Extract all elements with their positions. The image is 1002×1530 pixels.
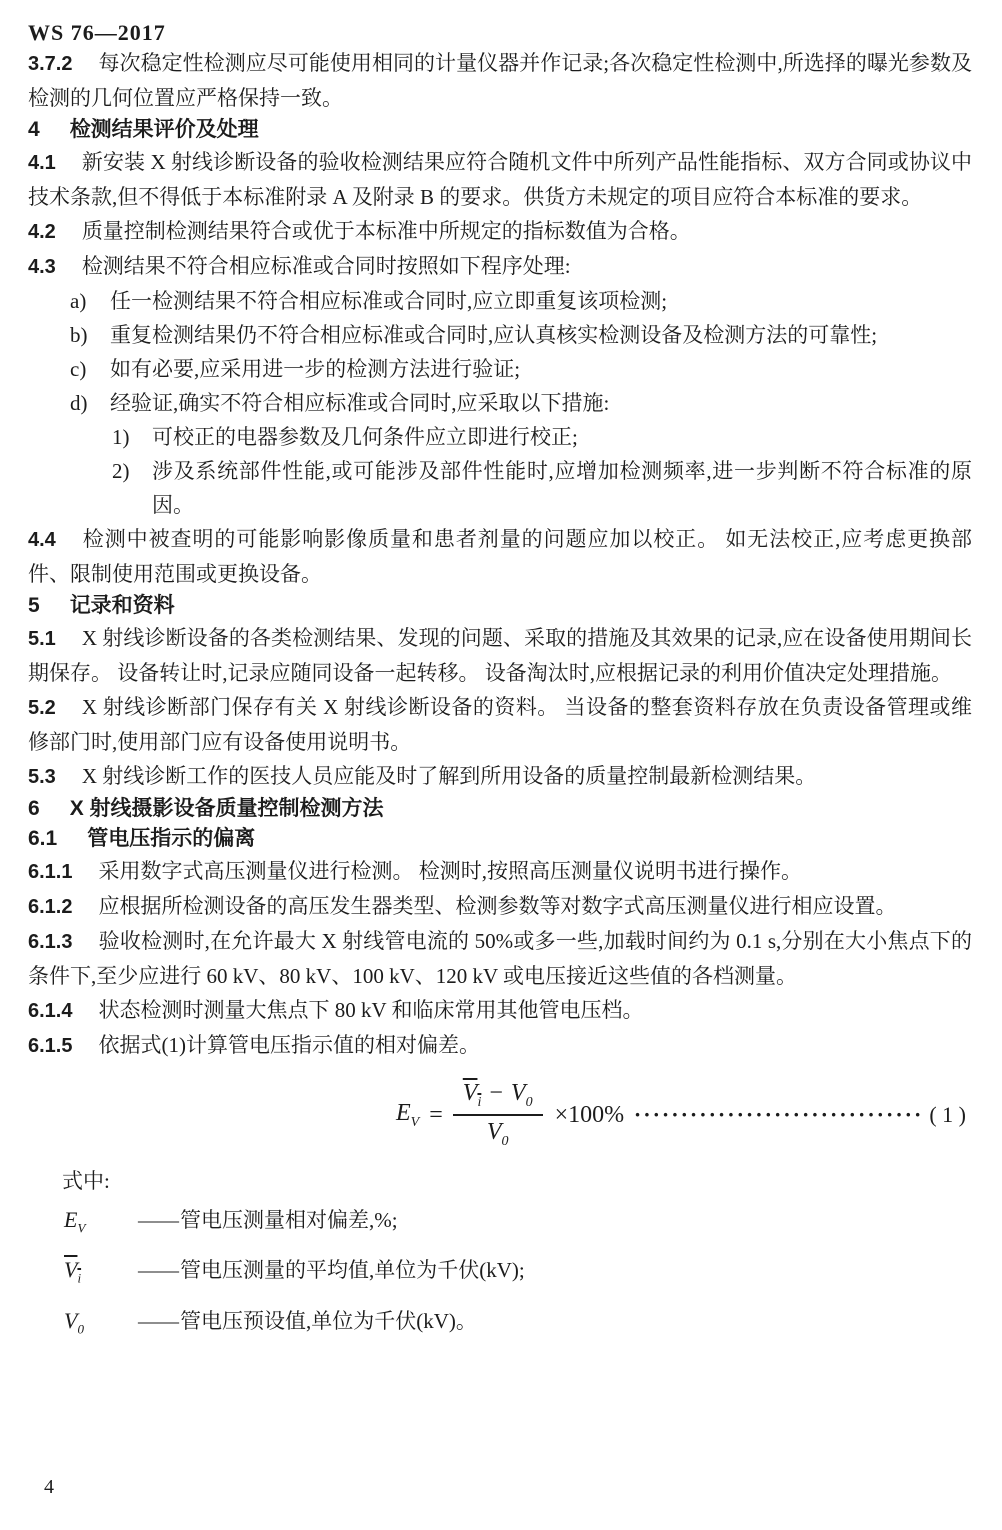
- standard-number: WS 76—2017: [28, 20, 166, 45]
- sublist-item-1: [28, 420, 972, 454]
- clause-4-1: [28, 145, 972, 214]
- clause-6-1-3: [28, 924, 972, 993]
- section-6-heading: [28, 794, 972, 824]
- clause-4-3: [28, 249, 972, 284]
- clause-number: 5.2: [28, 697, 56, 719]
- clause-number: 5.3: [28, 766, 56, 788]
- formula-1: [28, 1077, 966, 1153]
- clause-number: 4.4: [28, 529, 56, 551]
- clause-number: 4.3: [28, 256, 56, 278]
- formula-lhs: [396, 1100, 419, 1131]
- list-item-text: 重复检测结果仍不符合相应标准或合同时,应认真核实检测设备及检测方法的可靠性;: [110, 323, 878, 347]
- definition-ev: [64, 1199, 972, 1249]
- list-marker: b): [70, 323, 88, 347]
- list-item-text: 经验证,确实不符合相应标准或合同时,应采取以下措施:: [110, 391, 610, 415]
- clause-text: X 射线诊断工作的医技人员应能及时了解到所用设备的质量控制最新检测结果。: [81, 764, 817, 788]
- section-6-1-heading: [28, 824, 972, 854]
- clause-3-7-2: [28, 46, 972, 115]
- equation-number: ( 1 ): [929, 1102, 966, 1127]
- list-item-b: [28, 318, 972, 352]
- dotted-leader: ·······························: [633, 1102, 924, 1127]
- list-item-c: [28, 352, 972, 386]
- section-4-heading: [28, 115, 972, 145]
- clause-5-1: [28, 621, 972, 690]
- clause-number: 5.1: [28, 628, 56, 650]
- clause-6-1-1: [28, 854, 972, 889]
- section-5-heading: [28, 591, 972, 621]
- list-marker: a): [70, 289, 87, 313]
- formula-expression: [396, 1080, 624, 1150]
- fraction-denominator: [453, 1116, 543, 1150]
- symbol-V: V: [486, 1119, 502, 1145]
- definition-text: 管电压测量的平均值,单位为千伏(kV);: [180, 1258, 525, 1283]
- clause-text: 每次稳定性检测应尽可能使用相同的计量仪器并作记录;各次稳定性检测中,所选择的曝光参数及检测的几何位置应严格保持一致。: [28, 51, 972, 110]
- clause-text: 检测中被查明的可能影响影像质量和患者剂量的问题应加以校正。 如无法校正,应考虑更换部件、限制使用范围或更换设备。: [28, 527, 972, 586]
- symbol-subscript: V: [77, 1220, 86, 1236]
- definition-dash: ——: [138, 1308, 178, 1333]
- clause-text: X 射线诊断部门保存有关 X 射线诊断设备的资料。 当设备的整套资料存放在负责设备管理或维修部门时,使用部门应有设备使用说明书。: [28, 695, 972, 754]
- clause-number: 6.1.5: [28, 1035, 73, 1057]
- symbol-subscript: i: [77, 1270, 82, 1286]
- symbol-letter: V: [64, 1257, 78, 1283]
- definition-dash: ——: [138, 1208, 178, 1232]
- list-marker: 2): [112, 459, 130, 483]
- clause-5-2: [28, 690, 972, 759]
- clause-text: 验收检测时,在允许最大 X 射线管电流的 50%或多一些,加载时间约为 0.1 s,分别在大小焦点下的条件下,至少应进行 60 kV、80 kV、100 kV、120 kV 或电压接近这些值的各档测量。: [28, 929, 972, 988]
- symbol-subscript: 0: [77, 1321, 84, 1337]
- definition-text: 管电压预设值,单位为千伏(kV)。: [180, 1308, 477, 1333]
- clause-text: X 射线诊断设备的各类检测结果、发现的问题、采取的措施及其效果的记录,应在设备使用期间长期保存。 设备转让时,记录应随同设备一起转移。 设备淘汰时,应根据记录的利用价值决定处理措施。: [28, 626, 972, 685]
- clause-text: 新安装 X 射线诊断设备的验收检测结果应符合随机文件中所列产品性能指标、双方合同或协议中技术条款,但不得低于本标准附录 A 及附录 B 的要求。供货方未规定的项目应符合本标准的要求。: [28, 150, 972, 209]
- clause-text: 依据式(1)计算管电压指示值的相对偏差。: [98, 1033, 480, 1057]
- definition-dash: ——: [138, 1258, 178, 1283]
- clause-number: 4.1: [28, 152, 56, 174]
- where-label: 式中:: [62, 1169, 110, 1193]
- definition-v0: [64, 1300, 972, 1350]
- clause-number: 6.1.4: [28, 1000, 73, 1022]
- clause-text: 质量控制检测结果符合或优于本标准中所规定的指标数值为合格。: [81, 219, 691, 243]
- v-bar-mean: [462, 1080, 482, 1110]
- list-item-a: [28, 284, 972, 318]
- symbol-V-subscript: 0: [501, 1133, 509, 1149]
- list-marker: 1): [112, 425, 130, 449]
- clause-number: 6.1.2: [28, 896, 73, 918]
- equals-sign: =: [429, 1101, 443, 1128]
- clause-6-1-2: [28, 889, 972, 924]
- definition-vi-mean: [64, 1249, 972, 1299]
- symbol-V-subscript: i: [477, 1095, 482, 1110]
- symbol-letter: E: [64, 1207, 78, 1232]
- list-item-text: 如有必要,应采用进一步的检测方法进行验证;: [110, 357, 521, 381]
- symbol-V-subscript: 0: [525, 1095, 533, 1110]
- clause-number: 4.2: [28, 221, 56, 243]
- clause-text: 状态检测时测量大焦点下 80 kV 和临床常用其他管电压档。: [98, 998, 644, 1022]
- symbol-V: V: [462, 1080, 478, 1107]
- fraction-numerator: [453, 1080, 543, 1116]
- clause-number: 6.1.1: [28, 861, 73, 883]
- list-item-text: 可校正的电器参数及几何条件应立即进行校正;: [152, 425, 578, 449]
- section-number: 6.1: [28, 827, 58, 850]
- list-item-d: [28, 386, 972, 420]
- page-number: 4: [44, 1476, 54, 1498]
- section-number: 4: [28, 118, 40, 141]
- list-item-text: 任一检测结果不符合相应标准或合同时,应立即重复该项检测;: [110, 289, 668, 313]
- clause-number: 6.1.3: [28, 931, 73, 953]
- clause-6-1-4: [28, 993, 972, 1028]
- clause-4-2: [28, 214, 972, 249]
- section-number: 5: [28, 594, 40, 617]
- section-title: 记录和资料: [69, 594, 175, 617]
- section-title: 检测结果评价及处理: [69, 118, 259, 141]
- minus-sign: −: [489, 1080, 503, 1107]
- symbol-E-subscript: V: [410, 1114, 420, 1130]
- clause-4-4: [28, 522, 972, 591]
- list-marker: d): [70, 391, 88, 415]
- list-item-text: 涉及系统部件性能,或可能涉及部件性能时,应增加检测频率,进一步判断不符合标准的原因。: [152, 459, 972, 517]
- sublist-item-2: [28, 454, 972, 522]
- clause-6-1-5: [28, 1028, 972, 1063]
- section-title: X 射线摄影设备质量控制检测方法: [69, 797, 384, 820]
- symbol-letter: V: [64, 1307, 78, 1333]
- clause-text: 检测结果不符合相应标准或合同时按照如下程序处理:: [81, 254, 571, 278]
- clause-text: 采用数字式高压测量仪进行检测。 检测时,按照高压测量仪说明书进行操作。: [98, 859, 802, 883]
- symbol-V: V: [510, 1080, 526, 1107]
- v-zero: [510, 1080, 533, 1110]
- clause-text: 应根据所检测设备的高压发生器类型、检测参数等对数字式高压测量仪进行相应设置。: [98, 894, 897, 918]
- overline: [64, 1257, 82, 1286]
- symbol-Vi-bar: [64, 1249, 138, 1299]
- times-100-percent: ×100%: [554, 1101, 625, 1128]
- symbol-V0: [64, 1300, 138, 1350]
- symbol-Ev: [64, 1199, 138, 1249]
- clause-5-3: [28, 759, 972, 794]
- section-number: 6: [28, 797, 40, 820]
- section-title: 管电压指示的偏离: [87, 827, 256, 850]
- symbol-E: E: [396, 1099, 411, 1126]
- definition-text: 管电压测量相对偏差,%;: [180, 1208, 398, 1232]
- fraction: [453, 1080, 543, 1150]
- clause-number: 3.7.2: [28, 53, 73, 75]
- list-marker: c): [70, 357, 87, 381]
